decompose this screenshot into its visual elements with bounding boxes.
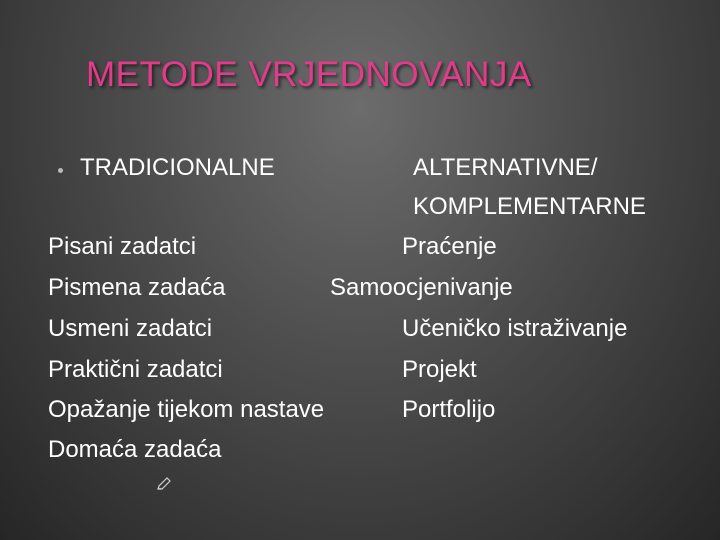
right-item-projekt: Projekt	[402, 356, 477, 383]
bullet-icon	[58, 168, 63, 173]
right-column-header-line2: KOMPLEMENTARNE	[413, 193, 646, 220]
left-column-header: TRADICIONALNE	[80, 154, 275, 181]
right-column-header-line1: ALTERNATIVNE/	[413, 154, 598, 181]
left-item-domaca-zadaca: Domaća zadaća	[48, 436, 222, 463]
right-item-portfolijo: Portfolijo	[402, 396, 496, 423]
left-item-pismena-zadaca: Pismena zadaća	[48, 274, 226, 301]
right-item-samoocjenivanje: Samoocjenivanje	[330, 274, 513, 301]
slide-title: METODE VRJEDNOVANJA	[86, 55, 532, 94]
left-item-usmeni-zadatci: Usmeni zadatci	[48, 315, 213, 342]
right-item-pracenje: Praćenje	[402, 233, 497, 260]
left-item-opazanje: Opažanje tijekom nastave	[48, 396, 325, 423]
pencil-icon	[156, 476, 172, 492]
right-item-ucenicko-istrazivanje: Učeničko istraživanje	[402, 315, 628, 342]
left-item-prakticni-zadatci: Praktični zadatci	[48, 356, 223, 383]
left-item-pisani-zadatci: Pisani zadatci	[48, 233, 197, 260]
